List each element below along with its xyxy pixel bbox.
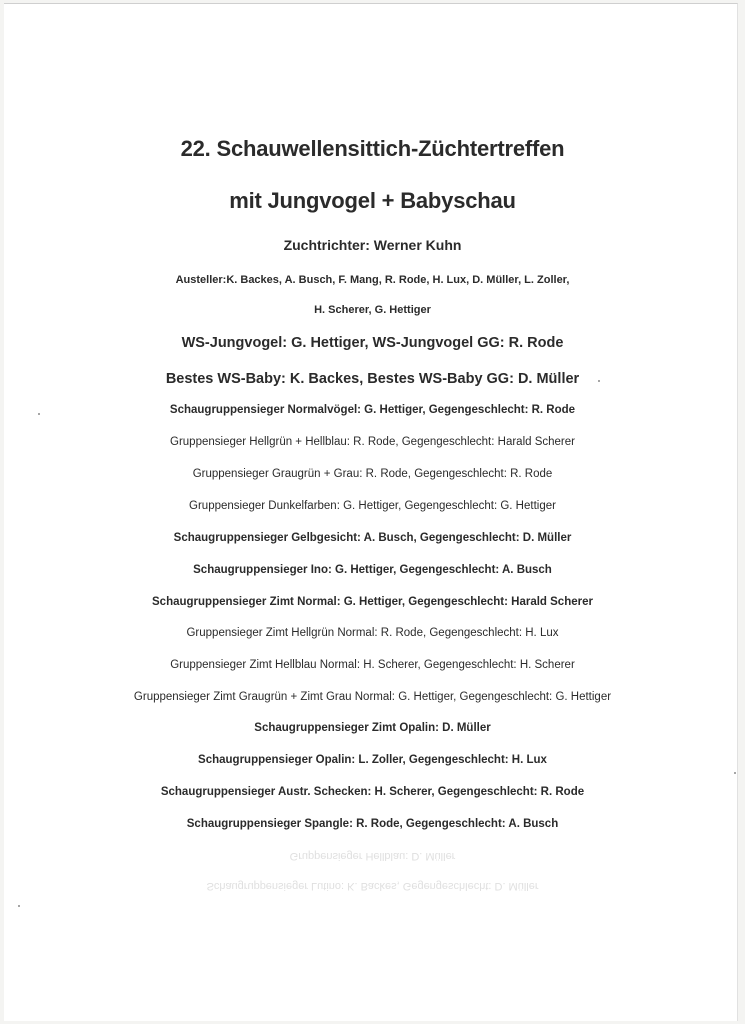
- scan-speck: [598, 380, 600, 382]
- ws-jungvogel-line: WS-Jungvogel: G. Hettiger, WS-Jungvogel GG: R. Rode: [181, 335, 564, 351]
- result-line: Schaugruppensieger Gelbgesicht: A. Busch, Gegengeschlecht: D. Müller: [173, 532, 572, 544]
- scan-speck: [18, 905, 20, 907]
- judge-line: Zuchtrichter: Werner Kuhn: [283, 237, 462, 253]
- result-line: Schaugruppensieger Opalin: L. Zoller, Gegengeschlecht: H. Lux: [198, 754, 547, 766]
- exhibitors-line-1: Austeller:K. Backes, A. Busch, F. Mang, R. Rode, H. Lux, D. Müller, L. Zoller,: [175, 274, 570, 286]
- bleed-through-text: Gruppensieger Hellblau: D. Müller: [289, 850, 456, 862]
- scan-speck: [734, 772, 736, 774]
- result-line: Schaugruppensieger Normalvögel: G. Hettiger, Gegengeschlecht: R. Rode: [169, 404, 576, 416]
- result-line: Schaugruppensieger Zimt Normal: G. Hettiger, Gegengeschlecht: Harald Scherer: [152, 596, 593, 608]
- result-line: Gruppensieger Zimt Graugrün + Zimt Grau Normal: G. Hettiger, Gegengeschlecht: G. Hettiger: [133, 691, 612, 703]
- title-line-1: 22. Schauwellensittich-Züchtertreffen: [180, 136, 565, 161]
- result-line: Schaugruppensieger Ino: G. Hettiger, Gegengeschlecht: A. Busch: [193, 564, 552, 576]
- result-line: Gruppensieger Zimt Hellgrün Normal: R. Rode, Gegengeschlecht: H. Lux: [186, 627, 559, 639]
- scan-speck: [38, 413, 40, 415]
- result-line: Gruppensieger Hellgrün + Hellblau: R. Rode, Gegengeschlecht: Harald Scherer: [170, 436, 575, 448]
- ws-baby-line: Bestes WS-Baby: K. Backes, Bestes WS-Baby GG: D. Müller: [165, 371, 580, 387]
- title-line-2: mit Jungvogel + Babyschau: [229, 188, 516, 213]
- bleed-through-text: Schaugruppensieger Lutino: K. Backes, Gegengeschlecht: D. Müller: [206, 880, 539, 892]
- result-line: Gruppensieger Dunkelfarben: G. Hettiger, Gegengeschlecht: G. Hettiger: [189, 500, 556, 512]
- result-line: Gruppensieger Graugrün + Grau: R. Rode, Gegengeschlecht: R. Rode: [192, 468, 553, 480]
- exhibitors-line-2: H. Scherer, G. Hettiger: [314, 304, 431, 316]
- result-line: Schaugruppensieger Zimt Opalin: D. Müller: [254, 722, 491, 734]
- result-line: Gruppensieger Zimt Hellblau Normal: H. Scherer, Gegengeschlecht: H. Scherer: [170, 659, 575, 671]
- result-line: Schaugruppensieger Austr. Schecken: H. Scherer, Gegengeschlecht: R. Rode: [160, 786, 585, 798]
- result-line: Schaugruppensieger Spangle: R. Rode, Gegengeschlecht: A. Busch: [186, 818, 559, 830]
